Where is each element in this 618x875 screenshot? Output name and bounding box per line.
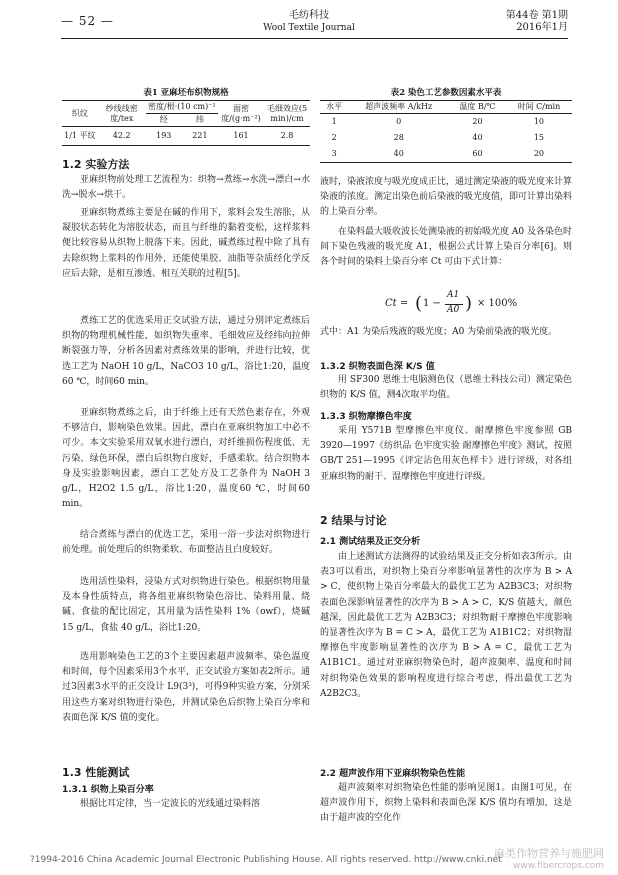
subsection-heading: 1.3.1 织物上染百分率 xyxy=(62,785,154,795)
formula-dye-uptake xyxy=(385,290,545,320)
formula-paren-open: ( xyxy=(415,293,423,314)
table2-cell: 3 xyxy=(320,146,348,163)
table1-cell: 1/1 平纹 xyxy=(62,127,98,146)
table2-cell: 60 xyxy=(449,146,506,163)
table2-cell: 0 xyxy=(396,117,402,126)
table2-header: 超声波频率 A/kHz xyxy=(348,101,449,114)
watermark-en: www.fibercrops.com xyxy=(513,861,604,871)
paragraph: 结合煮练与漂白的优选工艺，采用一浴一步法对织物进行前处理。前处理后的织物柔软、布面整洁且白度较好。 xyxy=(62,530,310,556)
table1-header-wicking: 毛细效应(5 min)/cm xyxy=(264,101,310,127)
table2-cell: 2 xyxy=(331,133,337,142)
table2-cell: 28 xyxy=(393,133,404,142)
table2-caption: 表2 染色工艺参数因素水平表 xyxy=(390,88,502,98)
paragraph: 用 SF300 恩维士电脑测色仪（恩维士科技公司）测定染色织物的 K/S 值，测4次取平均值。 xyxy=(320,375,572,401)
subsection-heading: 1.3.2 织物表面色深 K/S 值 xyxy=(320,362,435,372)
paragraph: 亚麻织物煮练之后，由于纤维上还有天然色素存在，外观不够洁白，影响染色效果。因此，漂白在亚麻织物加工中必不可少。本文实验采用双氧水进行漂白，对纤维损伤程度低、无污染、绿色环保，漂白后织物白度好，手感柔软。结合织物本身及实验影响因素，漂白工艺处方及工艺条件为 NaOH 3 g/L，H2O2 1.5 g/L，浴比1:20，温度60 ℃，时间60 min。 xyxy=(62,408,310,510)
table1-cell: 161 xyxy=(218,127,264,146)
paragraph: 亚麻织物煮练主要是在碱的作用下，浆料会发生溶胀，从凝胶状态转化为溶胶状态，而且与纤维的黏着变松，这样浆料便比较容易从织物上脱落下来。因此，碱煮练过程中除了具有去除织物上浆料的作用外，还能使果胶、油脂等杂质经化学反应后去除，是相互渗透、相互关联的过程[5]。 xyxy=(62,208,310,279)
table2-cell: 20 xyxy=(472,117,483,126)
table1-header-areal-density: 面密度/(g·m⁻²) xyxy=(218,101,264,127)
header-rule xyxy=(61,38,568,39)
subsection-heading: 2.1 测试结果及正交分析 xyxy=(320,537,421,547)
table1-cell: 42.2 xyxy=(98,127,146,146)
formula-one-minus: 1 − xyxy=(423,298,441,309)
table1-cell: 221 xyxy=(182,127,218,146)
paragraph: 选用活性染料，浸染方式对织物进行染色。根据织物用量及本身性质特点，将各组亚麻织物染色浴比、染料用量、烧碱、食盐的配比固定，其用量为活性染料 1%（owf），烧碱 15 g/L，食盐 40 g/L，浴比1:20。 xyxy=(62,577,310,633)
journal-date: 2016年1月 xyxy=(516,22,568,33)
site-watermark xyxy=(494,847,604,873)
paragraph: 液时，染液浓度与吸光度成正比，通过测定染液的吸光度来计算染液的浓度。测定出染色前后染液的吸光度值，即可计算出染料的上染百分率。 xyxy=(320,177,573,218)
subsection-heading: 1.3.3 织物摩擦色牢度 xyxy=(320,412,412,422)
table1-cell: 193 xyxy=(146,127,182,146)
table1-header-thread-density: 密度/根·(10 cm)⁻¹ xyxy=(146,101,218,114)
paragraph: 选用影响染色工艺的3个主要因素超声波频率、染色温度和时间，每个因素采用3个水平，正交试验方案如表2所示。通过3因素3水平的正交设计 L9(3³)，可得9种实验方案，分别采用这些方案对织物进行染色，并测试染色后织物上染百分率和表面色深 K/S 值的变化。 xyxy=(62,652,310,723)
paragraph: 式中：A1 为染后残液的吸光度；A0 为染前染液的吸光度。 xyxy=(320,327,558,337)
formula-lhs: Ct = xyxy=(385,298,409,309)
formula-denominator: A0 xyxy=(447,305,460,315)
paragraph: 由上述测试方法测得的试验结果及正交分析如表3所示。由表3可以看出，对织物上染百分率影响显著性的次序为 B > A > C，使织物上染百分率最大的最优工艺为 A2B3C3；对织物表面色深影响显著性的次序为 B > A > C，K/S 值越大，颜色越深，因此最优工艺为 A2B3C3；对织物耐干摩擦色牢度影响的显著性次序为 B = C > A，最优工艺为 A1B1C2；对织物湿摩擦色牢度影响显著性的次序为 B > A = C，最优工艺为 A1B1C1。通过对亚麻织物染色时，超声波频率、温度和时间对织物染色效果的影响程度进行综合考虑，得出最优工艺为 A2B2C3。 xyxy=(320,552,572,699)
paragraph: 在染料最大吸收波长处测染液的初始吸光度 A0 及各染色时间下染色残液的吸光度 A1，根据公式计算上染百分率[6]。则各个时间的染料上染百分率 Ct 可由下式计算： xyxy=(320,227,572,268)
paragraph: 亚麻织物前处理工艺流程为：织物→煮练→水洗→漂白→水洗→脱水→烘干。 xyxy=(62,175,310,201)
section-heading: 2 结果与讨论 xyxy=(320,514,387,527)
section-heading: 1.3 性能测试 xyxy=(62,766,130,779)
table2-cell: 20 xyxy=(506,146,572,163)
table1-caption: 表1 亚麻坯布织物规格 xyxy=(143,88,229,98)
paragraph: 超声波频率对织物染色性能的影响见图1。由图1可见，在超声波作用下，织物上染料和表面色深 K/S 值均有增加，这是由于超声波的空化作 xyxy=(320,783,572,824)
table2-header: 时间 C/min xyxy=(506,101,572,114)
journal-title-cn: 毛纺科技 xyxy=(289,10,329,21)
formula-tail: × 100% xyxy=(477,298,518,309)
table2-header: 水平 xyxy=(320,101,348,114)
table2-cell: 1 xyxy=(331,117,337,126)
table1-header-warp: 经 xyxy=(159,115,168,124)
paragraph: 煮练工艺的优选采用正交试验方法，通过分别评定煮练后织物的物理机械性能，如织物失重率、毛细效应及经纬向拉伸断裂强力等，分析各因素对煮练效果的影响，并进行比较，优选工艺为 NaOH 10 g/L，NaCO3 10 g/L，浴比1:20，温度60 ℃，时间60 min。 xyxy=(62,316,310,387)
table2-header: 温度 B/℃ xyxy=(449,101,506,114)
section-heading: 1.2 实验方法 xyxy=(62,158,130,171)
paragraph: 采用 Y571B 型摩擦色牢度仪、耐摩擦色牢度参照 GB 3920—1997《纺织品 色牢度实验 耐摩擦色牢度》测试，按照 GB/T 251—1995《评定沾色用灰色样卡》进行评级，对各组亚麻织物的耐干、湿摩擦色牢度进行评级。 xyxy=(320,426,572,482)
journal-issue xyxy=(506,10,568,34)
copyright-footer: ?1994-2016 China Academic Journal Electronic Publishing House. All rights reserved. http://www.cnki.net xyxy=(30,855,502,865)
table1 xyxy=(62,100,310,146)
page-number: — 52 — xyxy=(61,14,114,28)
table1-cell: 2.8 xyxy=(264,127,310,146)
table2-cell: 10 xyxy=(533,117,545,126)
subsection-heading: 2.2 超声波作用下亚麻织物染色性能 xyxy=(320,769,466,779)
table2-cell: 15 xyxy=(533,133,545,142)
table2-cell: 40 xyxy=(348,146,449,163)
table1-header-linear-density: 纱线线密度/tex xyxy=(98,101,146,127)
table2 xyxy=(320,100,572,163)
journal-volume: 第44卷 第1期 xyxy=(505,10,568,21)
table1-header-weft: 纬 xyxy=(195,115,204,124)
table2-cell: 40 xyxy=(472,133,483,142)
journal-title-en: Wool Textile Journal xyxy=(263,23,355,33)
watermark-cn: 麻类作物营养与施肥网 xyxy=(494,847,604,860)
table1-header-weave: 织纹 xyxy=(62,101,98,127)
formula-paren-close: ) xyxy=(465,293,473,314)
paragraph: 根据比耳定律，当一定波长的光线通过染料溶 xyxy=(80,799,261,809)
formula-numerator: A1 xyxy=(447,290,460,300)
